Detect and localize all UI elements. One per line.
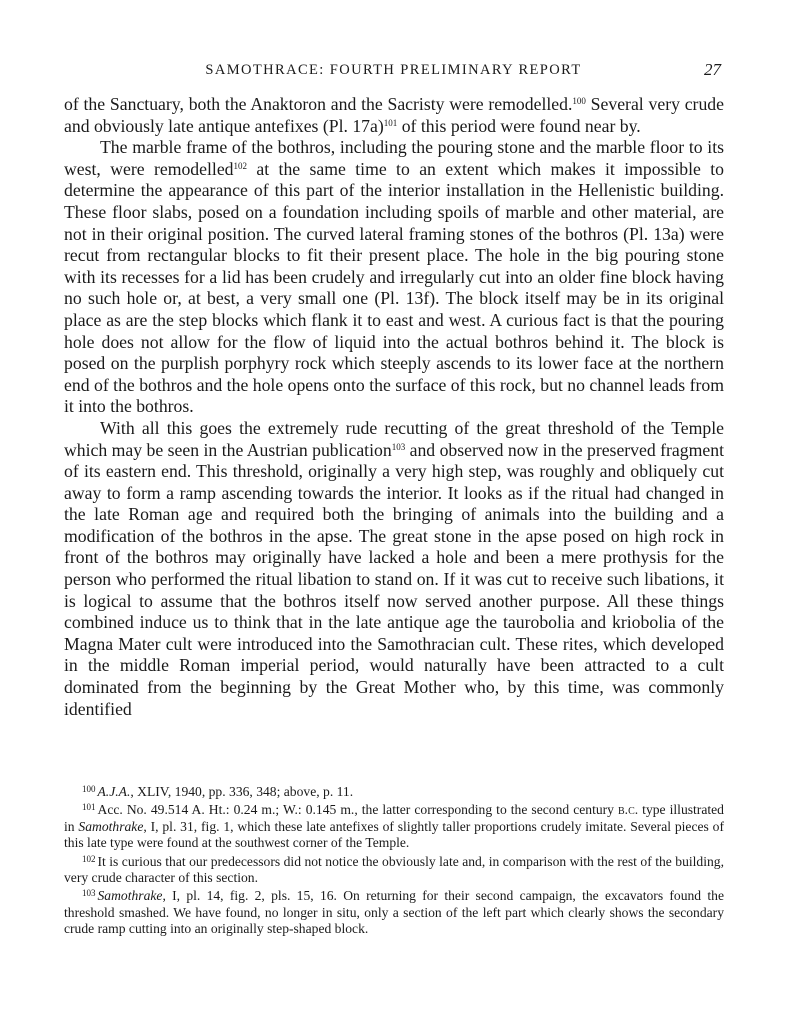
text-span: , XLIV, 1940, pp. 336, 348; above, p. 11.: [130, 784, 354, 799]
footnote-number: 100: [82, 784, 96, 794]
footnote-number: 101: [82, 802, 96, 813]
text-span: It is curious that our predecessors did not notice the obviously late and, in comparison with the rest of the building, very crude character of this section.: [64, 853, 724, 886]
footnote-number: 102: [82, 853, 96, 864]
era-abbreviation: b.c.: [618, 802, 639, 818]
text-span: The marble frame of the bothros, including the pouring stone and the marble floor to its west, were remodelled: [64, 137, 724, 179]
text-span: , I, pl. 14, fig. 2, pls. 15, 16. On returning for their second campaign, the excavators found the threshold smashed. We have found, no longer in situ, only a section of the left part which clearly shows the secondary crude ramp cutting into an originally step-shaped block.: [64, 888, 724, 937]
text-span: at the same time to an extent which makes it impossible to determine the appearance of this part of the interior installation in the Hellenistic building. These floor slabs, posed on a foundation including spoils of marble and other material, are not in their original position. The curved lateral framing stones of the bothros (Pl. 13a) were recut from rectangular blocks to fit their present place. The hole in the big pouring stone with its recesses for a lid has been crudely and irregularly cut into an older fine block having no such hole or, at best, a very small one (Pl. 13f). The block itself may be in its original place as are the step blocks which flank it to east and west. A curious fact is that the pouring hole does not allow for the flow of liquid into the actual bothros behind it. The block is posed on the purplish porphyry rock which steeply ascends to its lower face at the northern end of the bothros and the hole opens onto the surface of this rock, but no channel leads from it into the bothros.: [64, 158, 724, 417]
text-span: Several very crude and obviously late antique antefixes (Pl. 17a): [64, 94, 724, 136]
paragraph-3: [64, 418, 724, 720]
text-span: Acc. No. 49.514 A. Ht.: 0.24 m.; W.: 0.145 m., the latter corresponding to the second century: [97, 802, 618, 818]
citation-title: A.J.A.: [97, 784, 131, 799]
paragraph-1: [64, 94, 724, 137]
text-span: and observed now in the preserved fragment of its eastern end. This threshold, originally a very high step, was roughly and obliquely cut away to form a ramp ascending towards the interior. It looks as if the ritual had changed in the late Roman age and required both the bringing of animals into the building and a modification of the bothros in the apse. The great stone in the apse posed on high rock in front of the bothros may originally have lacked a hole and been a mere prothysis for the person who performed the ritual libation to stand on. If it was cut to receive such libations, it is logical to assume that the bothros itself now served another purpose. All these things combined induce us to think that in the late antique age the taurobolia and kriobolia of the Magna Mater cult were introduced into the Samothracian cult. These rites, which developed in the middle Roman imperial period, would naturally have been attracted to a cult dominated from the beginning by the Great Mother who, by this time, was commonly identified: [64, 439, 724, 719]
footnote-ref-103[interactable]: 103: [391, 441, 406, 452]
footnote-ref-102[interactable]: 102: [233, 160, 248, 171]
footnote-101: [64, 802, 724, 851]
text-span: , I, pl. 31, fig. 1, which these late antefixes of slightly taller proportions crudely imitate. Several pieces of this late type were found at the southwest corner of the Temple.: [64, 818, 724, 851]
footnote-number: 103: [82, 888, 96, 899]
footnote-100: [64, 784, 724, 800]
text-span: of the Sanctuary, both the Anaktoron and the Sacristy were remodelled.: [64, 94, 573, 114]
footnote-102: [64, 854, 724, 887]
running-head: [0, 60, 787, 82]
citation-title: Samothrake: [78, 818, 144, 834]
body-text: [64, 94, 724, 720]
text-span: With all this goes the extremely rude recutting of the great threshold of the Temple which may be seen in the Austrian publication: [64, 417, 724, 460]
citation-title: Samothrake: [97, 888, 163, 904]
running-title: SAMOTHRACE: FOURTH PRELIMINARY REPORT: [205, 62, 582, 78]
footnote-ref-100[interactable]: 100: [572, 96, 586, 106]
footnote-ref-101[interactable]: 101: [383, 117, 398, 128]
footnote-103: [64, 888, 724, 937]
text-span: type illustrated in: [64, 802, 724, 834]
footnotes: [64, 784, 724, 940]
text-span: of this period were found near by.: [397, 115, 641, 136]
page-number: 27: [704, 60, 721, 79]
paragraph-2: [64, 137, 724, 418]
